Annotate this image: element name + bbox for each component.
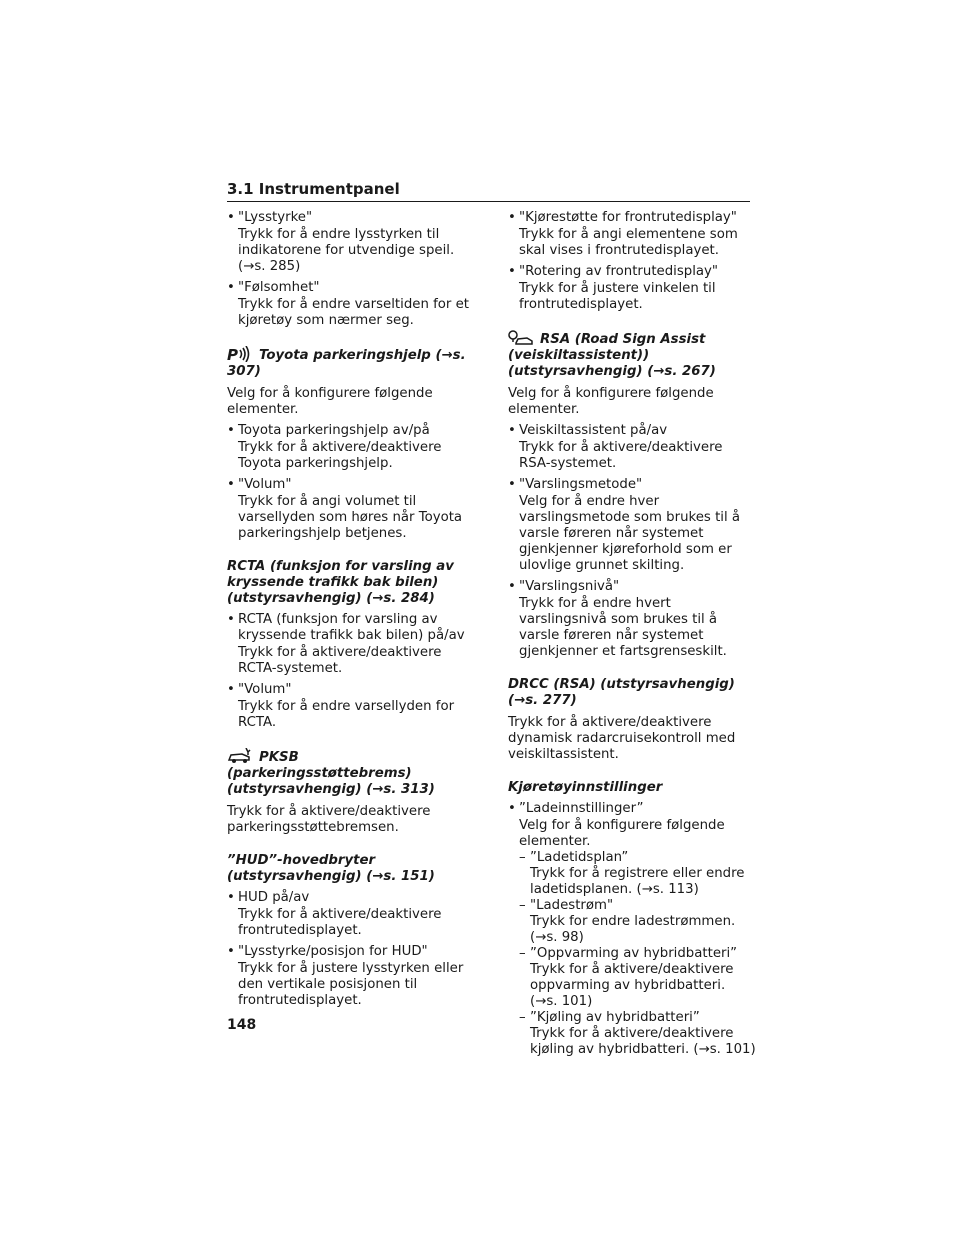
heading-text: Toyota parkeringshjelp (→s. 307) [227, 348, 466, 379]
list-item-description: Velg for å konfigurere følgende elementer. [519, 818, 725, 849]
paragraph: Velg for å konfigurere følgende elementer. [227, 386, 433, 417]
heading-pksb [227, 748, 477, 798]
heading-text: RSA (Road Sign Assist (veiskiltassistent)) (utstyrsavhengig) (→s. 267) [508, 332, 716, 379]
list-item-veiskilt: • Veiskiltassistent på/av [508, 423, 756, 439]
sub-item-description: Trykk for endre ladestrømmen. (→s. 98) [530, 914, 736, 945]
list-item-kjorestotte: • "Kjørestøtte for frontrutedisplay" [508, 210, 756, 226]
list-item-rcta: • RCTA (funksjon for varsling av kryssende trafikk bak bilen) på/av [227, 612, 477, 644]
header-divider [227, 201, 750, 202]
list-item-description: Trykk for å justere lysstyrken eller den vertikale posisjonen til frontrutedisplayet. [238, 961, 464, 1008]
heading-kjoretoy: Kjøretøyinnstillinger [508, 780, 663, 795]
list-item-description: Trykk for å aktivere/deaktivere RCTA-systemet. [238, 645, 442, 676]
heading-rcta: RCTA (funksjon for varsling av kryssende trafikk bak bilen) (utstyrsavhengig) (→s. 284) [227, 559, 454, 606]
list-item-description: Trykk for å aktivere/deaktivere RSA-systemet. [519, 440, 723, 471]
list-item-varslingsmetode: • "Varslingsmetode" [508, 477, 756, 493]
section-title: 3.1 Instrumentpanel [227, 180, 400, 198]
list-item-description: Trykk for å endre lysstyrken til indikatorene for utvendige speil. (→s. 285) [238, 227, 455, 274]
list-item-description: Trykk for å angi elementene som skal vises i frontrutedisplayet. [519, 227, 738, 258]
list-item-lysstyrke: • "Lysstyrke" [227, 210, 477, 226]
sub-item-kjoling: – ”Kjøling av hybridbatteri” [519, 1010, 756, 1026]
sub-item-ladetidsplan: – ”Ladetidsplan” [519, 850, 756, 866]
sub-item-oppvarming: – ”Oppvarming av hybridbatteri” [519, 946, 756, 962]
sub-item-ladestrom: – "Ladestrøm" [519, 898, 756, 914]
road-sign-assist-icon [508, 330, 534, 346]
list-item-description: Trykk for å justere vinkelen til frontrutedisplayet. [519, 281, 716, 312]
sub-item-description: Trykk for å aktivere/deaktivere oppvarming av hybridbatteri. (→s. 101) [530, 962, 734, 1009]
list-item-folsomhet: • "Følsomhet" [227, 280, 477, 296]
list-item-description: Trykk for å aktivere/deaktivere frontrutedisplayet. [238, 907, 442, 938]
list-item-parking-onoff: • Toyota parkeringshjelp av/på [227, 423, 477, 439]
list-item-ladeinnstillinger: • ”Ladeinnstillinger” [508, 801, 756, 817]
right-column [508, 210, 756, 1058]
list-item-description: Trykk for å endre varseltiden for et kjøretøy som nærmer seg. [238, 297, 470, 328]
car-brake-icon [227, 748, 253, 764]
sub-item-description: Trykk for å registrere eller endre ladetidsplanen. (→s. 113) [530, 866, 745, 897]
paragraph: Trykk for å aktivere/deaktivere parkeringsstøttebremsen. [227, 804, 431, 835]
paragraph: Velg for å konfigurere følgende elementer. [508, 386, 714, 417]
list-item-rotering: • "Rotering av frontrutedisplay" [508, 264, 756, 280]
list-item-varslingsniva: • "Varslingsnivå" [508, 579, 756, 595]
heading-text: PKSB (parkeringsstøttebrems) (utstyrsavhengig) (→s. 313) [227, 750, 435, 797]
heading-drcc: DRCC (RSA) (utstyrsavhengig) (→s. 277) [508, 677, 735, 708]
sub-item-description: Trykk for å aktivere/deaktivere kjøling av hybridbatteri. (→s. 101) [530, 1026, 756, 1057]
list-item-description: Trykk for å aktivere/deaktivere Toyota parkeringshjelp. [238, 440, 442, 471]
list-item-description: Velg for å endre hver varslingsmetode som brukes til å varsle føreren når systemet gjenkjenner kjøreforhold som er ulovlige grunnet skilting. [519, 494, 741, 573]
list-item-volum: • "Volum" [227, 682, 477, 698]
heading-rsa [508, 330, 756, 380]
svg-text:P: P [227, 346, 238, 362]
list-item-hud: • HUD på/av [227, 890, 477, 906]
list-item-description: Trykk for å endre hvert varslingsnivå som brukes til å varsle føreren når systemet gjenkjenner et fartsgrenseskilt. [519, 596, 727, 659]
heading-hud: ”HUD”-hovedbryter (utstyrsavhengig) (→s. 151) [227, 853, 435, 884]
list-item-volum: • "Volum" [227, 477, 477, 493]
page-number: 148 [227, 1017, 257, 1033]
left-column [227, 210, 477, 1009]
heading-parking-assist [227, 346, 477, 380]
parking-sensor-icon [227, 346, 253, 362]
section-header [227, 180, 750, 202]
list-item-hud-position: • "Lysstyrke/posisjon for HUD" [227, 944, 477, 960]
list-item-description: Trykk for å angi volumet til varsellyden som høres når Toyota parkeringshjelp betjenes. [238, 494, 463, 541]
paragraph: Trykk for å aktivere/deaktivere dynamisk radarcruisekontroll med veiskiltassistent. [508, 715, 736, 762]
list-item-description: Trykk for å endre varsellyden for RCTA. [238, 699, 455, 730]
